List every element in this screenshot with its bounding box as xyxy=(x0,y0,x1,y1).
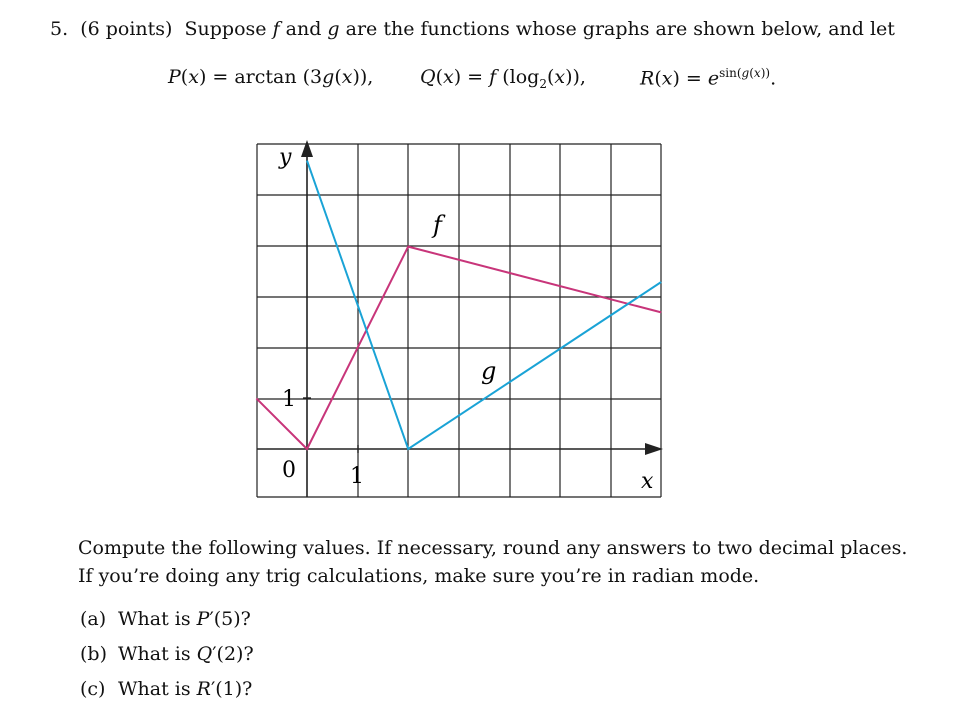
x-axis-label: x xyxy=(641,469,654,494)
question-letter: (a) xyxy=(80,608,107,630)
y-tick-label: 1 xyxy=(282,387,296,412)
question-text: What is Q′(2)? xyxy=(118,643,254,665)
graph-grid xyxy=(257,144,661,497)
question-letter: (b) xyxy=(80,643,107,665)
x-tick-label: 1 xyxy=(350,464,364,489)
formula-p: P(x) = arctan (3g(x)), xyxy=(168,66,374,88)
y-axis-arrow-icon xyxy=(301,140,313,157)
graph-axes xyxy=(257,152,652,497)
g-curve xyxy=(307,161,661,449)
instructions: Compute the following values. If necessary, round any answers to two decimal places. If you’re doing any trig calculations, make sure you’re in radian mode. xyxy=(78,537,908,587)
formula-r: $R(x) = e^{sin(g(x))}$. xyxy=(640,66,777,90)
f-label: f xyxy=(433,211,442,239)
formula-q: Q(x) = f $(\log_2(x))$, xyxy=(420,66,586,91)
y-axis-label: y xyxy=(279,145,292,170)
question-list xyxy=(80,604,254,709)
question-b xyxy=(80,639,254,674)
question-c xyxy=(80,674,254,709)
problem-text: Suppose f and g are the functions whose graphs are shown below, and let xyxy=(184,18,895,40)
origin-label: 0 xyxy=(282,458,296,483)
question-letter: (c) xyxy=(80,678,106,700)
problem-number: 5. xyxy=(50,18,69,40)
question-a xyxy=(80,604,254,639)
question-text: What is R′(1)? xyxy=(118,678,253,700)
question-text: What is P′(5)? xyxy=(118,608,251,630)
g-label: g xyxy=(481,357,497,385)
problem-points: (6 points) xyxy=(80,18,173,40)
x-axis-arrow-icon xyxy=(645,443,663,455)
